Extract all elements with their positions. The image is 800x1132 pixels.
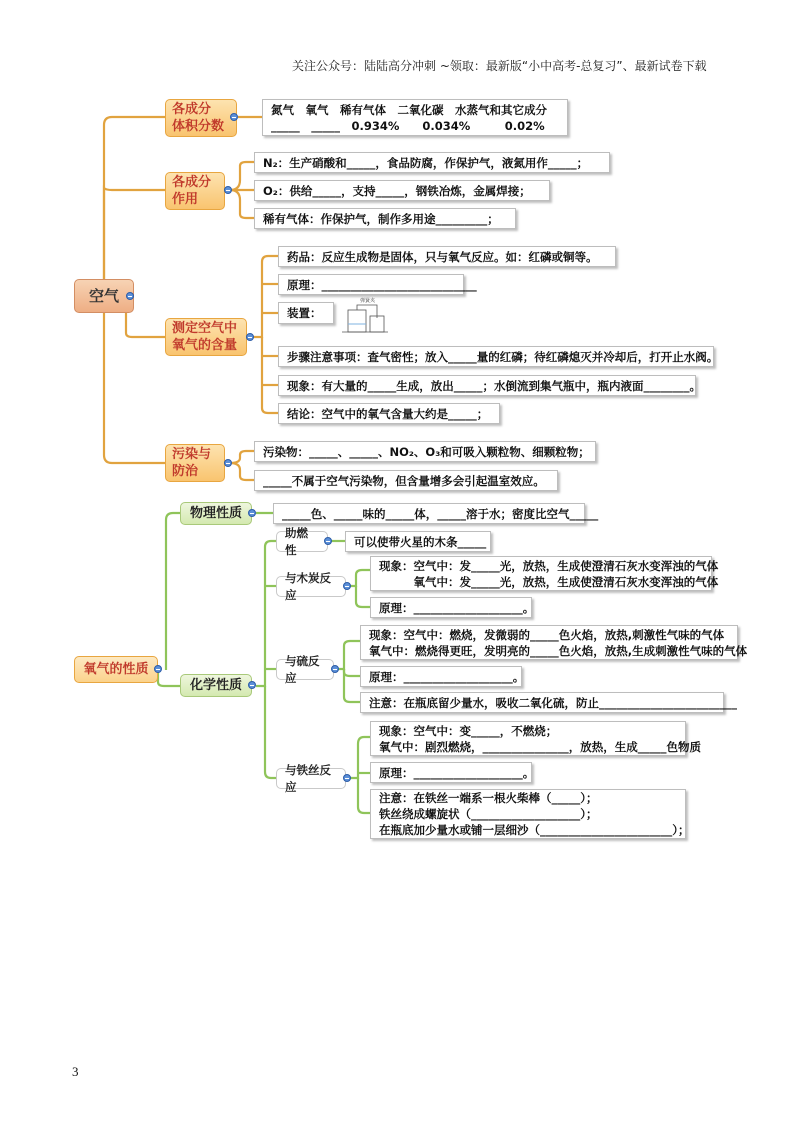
category-measure-line1: 测定空气中 (172, 321, 238, 336)
support-box (345, 531, 491, 552)
iron-principle-box (370, 762, 535, 783)
iron-note3-text: 在瓶底加少量水或铺一层细沙（_______________________）； (379, 823, 690, 837)
uses-n2-box (254, 152, 610, 173)
uses-rare-box (254, 208, 516, 229)
category-chemical-label: 化学性质 (189, 678, 242, 693)
sub-support-label: 助燃性 (285, 525, 308, 557)
charcoal-phen2-text: 氧气中：发_____光，放热，生成使澄清石灰水变浑浊的气体 (379, 574, 719, 589)
air-root-node[interactable] (74, 279, 134, 313)
pollution-note-box (254, 470, 558, 491)
category-pollution-line1: 污染与 (172, 447, 212, 462)
sub-sulfur-label: 与硫反应 (285, 653, 320, 685)
composition-names: 氮气 氧气 稀有气体 二氧化碳 水蒸气和其它成分 (271, 102, 547, 117)
collapse-toggle-icon[interactable] (248, 681, 256, 689)
category-physical-label: 物理性质 (189, 506, 242, 521)
sulfur-principle-box (360, 666, 525, 687)
iron-phen1-text: 现象：空气中：变_____，不燃烧； (379, 723, 558, 738)
category-measure-line2: 氧气的含量 (172, 338, 238, 353)
collapse-toggle-icon[interactable] (248, 509, 256, 517)
uses-o2-text: O₂：供给_____，支持_____，钢铁冶炼，金属焊接； (263, 183, 531, 198)
collapse-toggle-icon[interactable] (224, 186, 232, 194)
sulfur-note-text: 注意：在瓶底留少量水，吸收二氧化硫，防止________________________ (369, 695, 737, 710)
sulfur-phen1-text: 现象：空气中：燃烧，发微弱的_____色火焰，放热,刺激性气味的气体 (369, 627, 725, 642)
pollution-note-text: _____不属于空气污染物，但含量增多会引起温室效应。 (263, 473, 545, 488)
sub-charcoal-label: 与木炭反应 (285, 570, 331, 602)
category-measure-oxygen[interactable] (165, 318, 247, 356)
sulfur-principle-text: 原理：___________________。 (369, 669, 525, 684)
pollution-pollutants-box (254, 441, 596, 462)
collapse-toggle-icon[interactable] (224, 459, 232, 467)
uses-n2-text: N₂：生产硝酸和_____，食品防腐，作保护气，液氮用作_____； (263, 155, 589, 170)
iron-note-box (370, 789, 690, 839)
collapse-toggle-icon[interactable] (343, 582, 351, 590)
pollution-pollutants-text: 污染物：_____、_____、NO₂、O₃和可吸入颗粒物、细颗粒物； (263, 444, 590, 459)
charcoal-phen1-text: 现象：空气中：发_____光，放热，生成使澄清石灰水变浑浊的气体 (379, 558, 719, 573)
sub-sulfur-reaction[interactable] (276, 653, 334, 685)
measure-steps-box (278, 346, 719, 367)
sub-support-combustion[interactable] (276, 525, 328, 557)
uses-o2-box (254, 180, 550, 201)
measure-device-text: 装置： (287, 306, 322, 320)
page-number: 3 (72, 1064, 79, 1079)
category-composition[interactable] (165, 99, 237, 137)
collapse-toggle-icon[interactable] (154, 665, 162, 673)
iron-note1-text: 注意：在铁丝一端系一根火柴棒（_____）； (379, 791, 598, 805)
sulfur-phen2-text: 氧气中：燃烧得更旺，发明亮的_____色火焰，放热,生成刺激性气味的气体 (369, 643, 748, 658)
collapse-toggle-icon[interactable] (324, 537, 332, 545)
charcoal-principle-box (370, 597, 535, 618)
category-composition-line1: 各成分 (172, 102, 212, 117)
category-chemical[interactable] (180, 674, 252, 697)
charcoal-phenomenon-box (370, 556, 719, 591)
category-pollution-line2: 防治 (172, 464, 199, 479)
iron-phenomenon-box (370, 721, 701, 756)
sub-charcoal-reaction[interactable] (276, 570, 346, 602)
category-uses-line2: 作用 (172, 192, 199, 207)
collapse-toggle-icon[interactable] (331, 665, 339, 673)
category-physical[interactable] (180, 502, 252, 525)
oxygen-root-label: 氧气的性质 (83, 662, 149, 677)
measure-conclusion-box (278, 403, 500, 424)
air-root-label: 空气 (88, 286, 119, 305)
measure-device-box (278, 302, 334, 324)
measure-drug-box (278, 246, 616, 267)
measure-drug-text: 药品：反应生成物是固体，只与氧气反应。如：红磷或铜等。 (287, 249, 598, 264)
category-pollution[interactable] (165, 444, 225, 482)
apparatus-diagram (340, 296, 390, 336)
measure-principle-text: 原理：___________________________ (287, 277, 477, 292)
measure-phenomenon-text: 现象：有大量的_____生成，放出_____；水倒流到集气瓶中，瓶内液面________。 (287, 378, 701, 393)
category-uses-line1: 各成分 (172, 175, 212, 190)
composition-box (262, 99, 568, 136)
collapse-toggle-icon[interactable] (230, 113, 238, 121)
composition-values: _____ _____ 0.934% 0.034% 0.02% (271, 118, 545, 133)
sulfur-phenomenon-box (360, 625, 748, 660)
category-uses[interactable] (165, 172, 225, 210)
oxygen-root-node[interactable] (74, 656, 158, 683)
charcoal-principle-text: 原理：___________________。 (379, 600, 535, 615)
page-header: 关注公众号：陆陆高分冲刺 ~领取：最新版“小中高考-总复习”、最新试卷下载 (292, 59, 707, 73)
category-composition-line2: 体积分数 (172, 119, 225, 134)
sub-iron-reaction[interactable] (276, 762, 346, 794)
physical-box (273, 503, 599, 524)
physical-text: _____色、_____味的_____体，_____溶于水；密度比空气_____ (282, 506, 599, 521)
uses-rare-text: 稀有气体：作保护气，制作多用途_________； (263, 211, 499, 226)
iron-principle-text: 原理：___________________。 (379, 765, 535, 780)
iron-phen2-text: 氧气中：剧烈燃烧，_______________，放热，生成_____色物质 (379, 739, 701, 754)
measure-phenomenon-box (278, 375, 701, 396)
measure-principle-box (278, 274, 477, 295)
collapse-toggle-icon[interactable] (126, 292, 134, 300)
collapse-toggle-icon[interactable] (343, 774, 351, 782)
measure-steps-text: 步骤注意事项：查气密性；放入_____量的红磷；待红磷熄灭并冷却后，打开止水阀。 (287, 349, 719, 364)
collapse-toggle-icon[interactable] (246, 333, 254, 341)
support-text: 可以使带火星的木条_____ (354, 534, 487, 549)
apparatus-label: 弹簧夹 (360, 298, 376, 304)
sub-iron-label: 与铁丝反应 (285, 762, 331, 794)
measure-conclusion-text: 结论：空气中的氧气含量大约是_____； (287, 406, 489, 421)
iron-note2-text: 铁丝绕成螺旋状（___________________）； (379, 807, 598, 821)
sulfur-note-box (360, 692, 737, 713)
